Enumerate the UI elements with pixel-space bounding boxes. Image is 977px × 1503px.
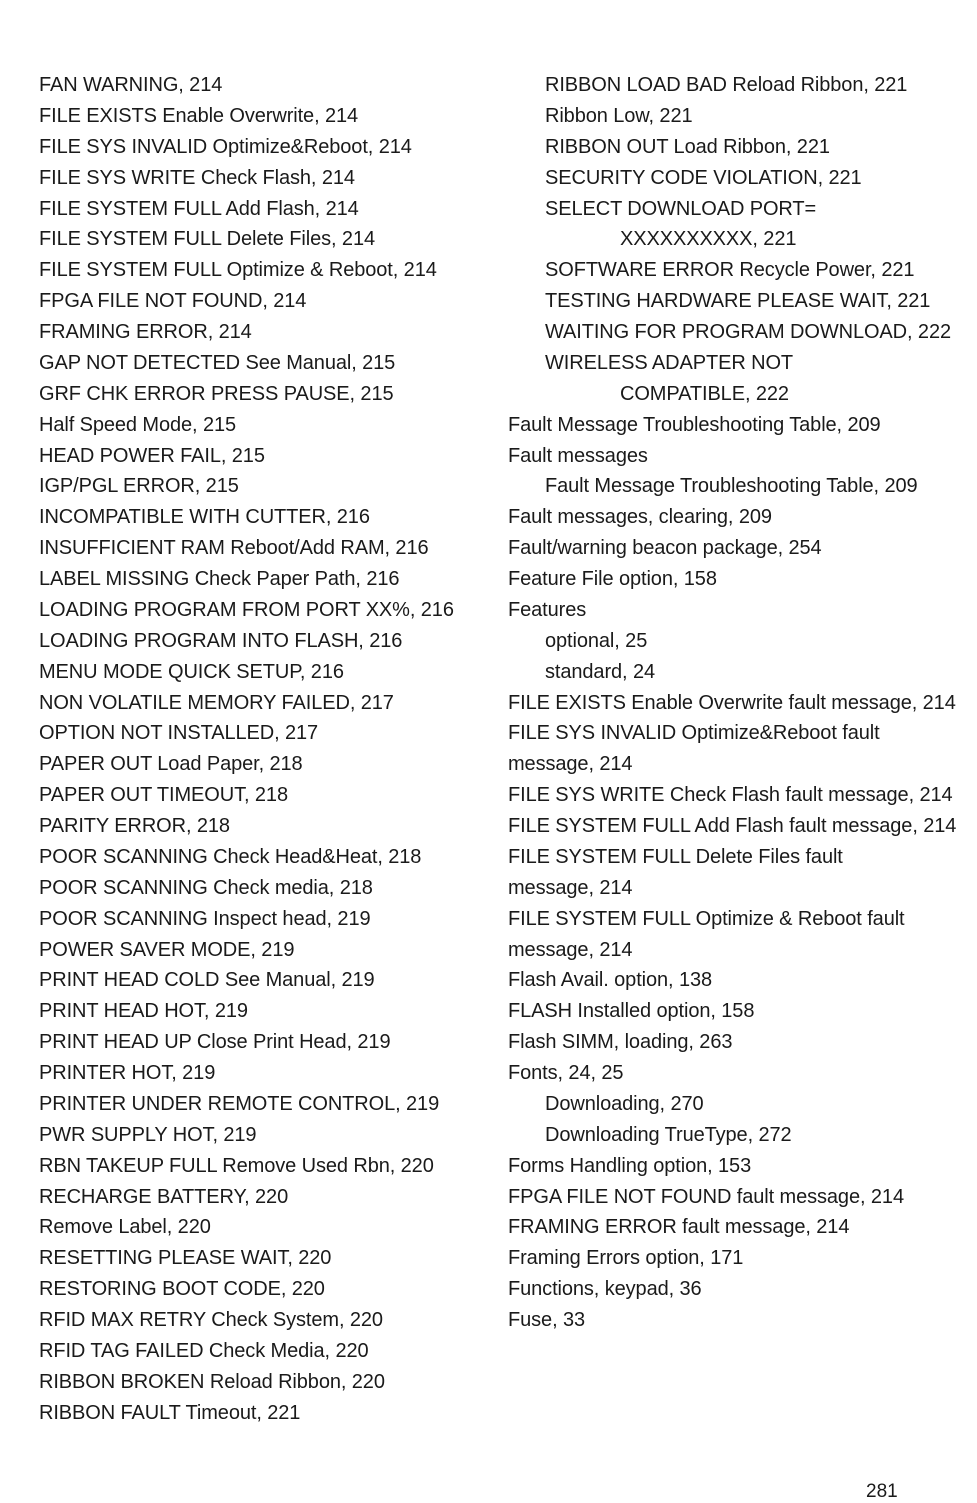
index-entry: POOR SCANNING Check media, 218	[39, 876, 373, 899]
index-entry: FILE SYS WRITE Check Flash fault message, 214	[508, 784, 953, 807]
index-entry: PRINT HEAD UP Close Print Head, 219	[39, 1031, 391, 1054]
index-entry: RFID TAG FAILED Check Media, 220	[39, 1339, 369, 1362]
index-entry: message, 214	[508, 753, 633, 776]
index-entry: FRAMING ERROR, 214	[39, 321, 252, 343]
index-entry: PWR SUPPLY HOT, 219	[39, 1123, 257, 1146]
index-entry: FLASH Installed option, 158	[508, 1000, 755, 1023]
index-entry: RESETTING PLEASE WAIT, 220	[39, 1247, 332, 1270]
index-entry: RFID MAX RETRY Check System, 220	[39, 1309, 383, 1331]
index-column-right	[508, 70, 977, 1336]
index-entry: PRINTER UNDER REMOTE CONTROL, 219	[39, 1092, 440, 1115]
index-entry: OPTION NOT INSTALLED, 217	[39, 722, 319, 745]
index-entry: Feature File option, 158	[508, 568, 717, 590]
index-subentry: XXXXXXXXXX, 221	[620, 228, 797, 251]
index-entry: RECHARGE BATTERY, 220	[39, 1185, 289, 1208]
index-entry: MENU MODE QUICK SETUP, 216	[39, 660, 344, 683]
index-entry: Fault/warning beacon package, 254	[508, 537, 822, 560]
index-subentry: standard, 24	[545, 660, 655, 683]
index-subentry: WIRELESS ADAPTER NOT	[545, 351, 794, 374]
index-subentry: SOFTWARE ERROR Recycle Power, 221	[545, 259, 915, 282]
index-entry: POOR SCANNING Inspect head, 219	[39, 907, 371, 930]
index-entry: HEAD POWER FAIL, 215	[39, 444, 265, 467]
index-entry: PRINTER HOT, 219	[39, 1062, 216, 1084]
index-entry: FILE SYSTEM FULL Delete Files fault	[508, 845, 843, 868]
index-subentry: WAITING FOR PROGRAM DOWNLOAD, 222	[545, 321, 951, 343]
index-entry: Fault messages, clearing, 209	[508, 506, 772, 529]
index-entry: FILE SYS WRITE Check Flash, 214	[39, 166, 355, 189]
index-entry: Remove Label, 220	[39, 1216, 211, 1239]
index-entry: Functions, keypad, 36	[508, 1278, 702, 1301]
index-subentry: Ribbon Low, 221	[545, 104, 693, 127]
index-entry: LABEL MISSING Check Paper Path, 216	[39, 568, 400, 590]
index-entry: NON VOLATILE MEMORY FAILED, 217	[39, 691, 394, 714]
index-entry: Framing Errors option, 171	[508, 1247, 744, 1270]
index-entry: GAP NOT DETECTED See Manual, 215	[39, 351, 396, 374]
index-entry: Half Speed Mode, 215	[39, 413, 237, 436]
index-entry: Fault messages	[508, 444, 648, 467]
index-entry: FPGA FILE NOT FOUND fault message, 214	[508, 1185, 904, 1208]
index-subentry: SELECT DOWNLOAD PORT=	[545, 197, 817, 220]
index-subentry: Downloading, 270	[545, 1092, 704, 1115]
index-entry: FPGA FILE NOT FOUND, 214	[39, 290, 307, 313]
index-entry: PAPER OUT TIMEOUT, 218	[39, 784, 288, 807]
index-entry: INCOMPATIBLE WITH CUTTER, 216	[39, 506, 370, 529]
index-subentry: RIBBON LOAD BAD Reload Ribbon, 221	[545, 74, 908, 96]
index-entry: RBN TAKEUP FULL Remove Used Rbn, 220	[39, 1154, 434, 1177]
index-entry: RESTORING BOOT CODE, 220	[39, 1278, 325, 1301]
index-entry: FILE SYSTEM FULL Delete Files, 214	[39, 228, 375, 251]
index-entry: POWER SAVER MODE, 219	[39, 938, 295, 961]
index-entry: FILE SYS INVALID Optimize&Reboot, 214	[39, 135, 412, 158]
index-column-left	[39, 70, 494, 1429]
index-entry: RIBBON FAULT Timeout, 221	[39, 1401, 301, 1424]
index-entry: Fuse, 33	[508, 1309, 586, 1331]
index-entry: FRAMING ERROR fault message, 214	[508, 1216, 850, 1239]
index-entry: FILE EXISTS Enable Overwrite, 214	[39, 104, 359, 127]
index-entry: INSUFFICIENT RAM Reboot/Add RAM, 216	[39, 537, 429, 560]
index-entry: FILE SYS INVALID Optimize&Reboot fault	[508, 722, 880, 745]
page-number: 281	[866, 1481, 898, 1502]
index-subentry: COMPATIBLE, 222	[620, 382, 789, 405]
index-entry: FILE EXISTS Enable Overwrite fault message, 214	[508, 691, 956, 714]
index-subentry: TESTING HARDWARE PLEASE WAIT, 221	[545, 290, 931, 313]
index-entry: FILE SYSTEM FULL Add Flash, 214	[39, 197, 359, 220]
index-entry: FAN WARNING, 214	[39, 74, 223, 96]
index-entry: message, 214	[508, 876, 633, 899]
index-entry: PAPER OUT Load Paper, 218	[39, 753, 303, 776]
index-entry: Flash Avail. option, 138	[508, 969, 713, 992]
index-entry: GRF CHK ERROR PRESS PAUSE, 215	[39, 382, 394, 405]
index-entry: Fault Message Troubleshooting Table, 209	[508, 413, 881, 436]
index-subentry: Fault Message Troubleshooting Table, 209	[545, 475, 918, 498]
index-entry: Features	[508, 598, 587, 621]
index-entry: message, 214	[508, 938, 633, 961]
index-entry: FILE SYSTEM FULL Optimize & Reboot, 214	[39, 259, 437, 282]
index-entry: Flash SIMM, loading, 263	[508, 1031, 733, 1054]
index-entry: POOR SCANNING Check Head&Heat, 218	[39, 845, 422, 868]
index-subentry: optional, 25	[545, 629, 648, 652]
index-entry: Forms Handling option, 153	[508, 1154, 752, 1177]
index-entry: Fonts, 24, 25	[508, 1062, 624, 1084]
index-entry: PRINT HEAD COLD See Manual, 219	[39, 969, 375, 992]
index-subentry: SECURITY CODE VIOLATION, 221	[545, 166, 862, 189]
index-entry: LOADING PROGRAM INTO FLASH, 216	[39, 629, 403, 652]
index-entry: FILE SYSTEM FULL Optimize & Reboot fault	[508, 907, 905, 930]
index-entry: FILE SYSTEM FULL Add Flash fault message, 214	[508, 815, 957, 837]
index-entry: PRINT HEAD HOT, 219	[39, 1000, 248, 1023]
index-entry: IGP/PGL ERROR, 215	[39, 475, 239, 498]
index-subentry: Downloading TrueType, 272	[545, 1123, 792, 1146]
index-entry: LOADING PROGRAM FROM PORT XX%, 216	[39, 598, 454, 621]
index-subentry: RIBBON OUT Load Ribbon, 221	[545, 135, 830, 158]
index-entry: PARITY ERROR, 218	[39, 815, 230, 837]
index-entry: RIBBON BROKEN Reload Ribbon, 220	[39, 1370, 385, 1393]
